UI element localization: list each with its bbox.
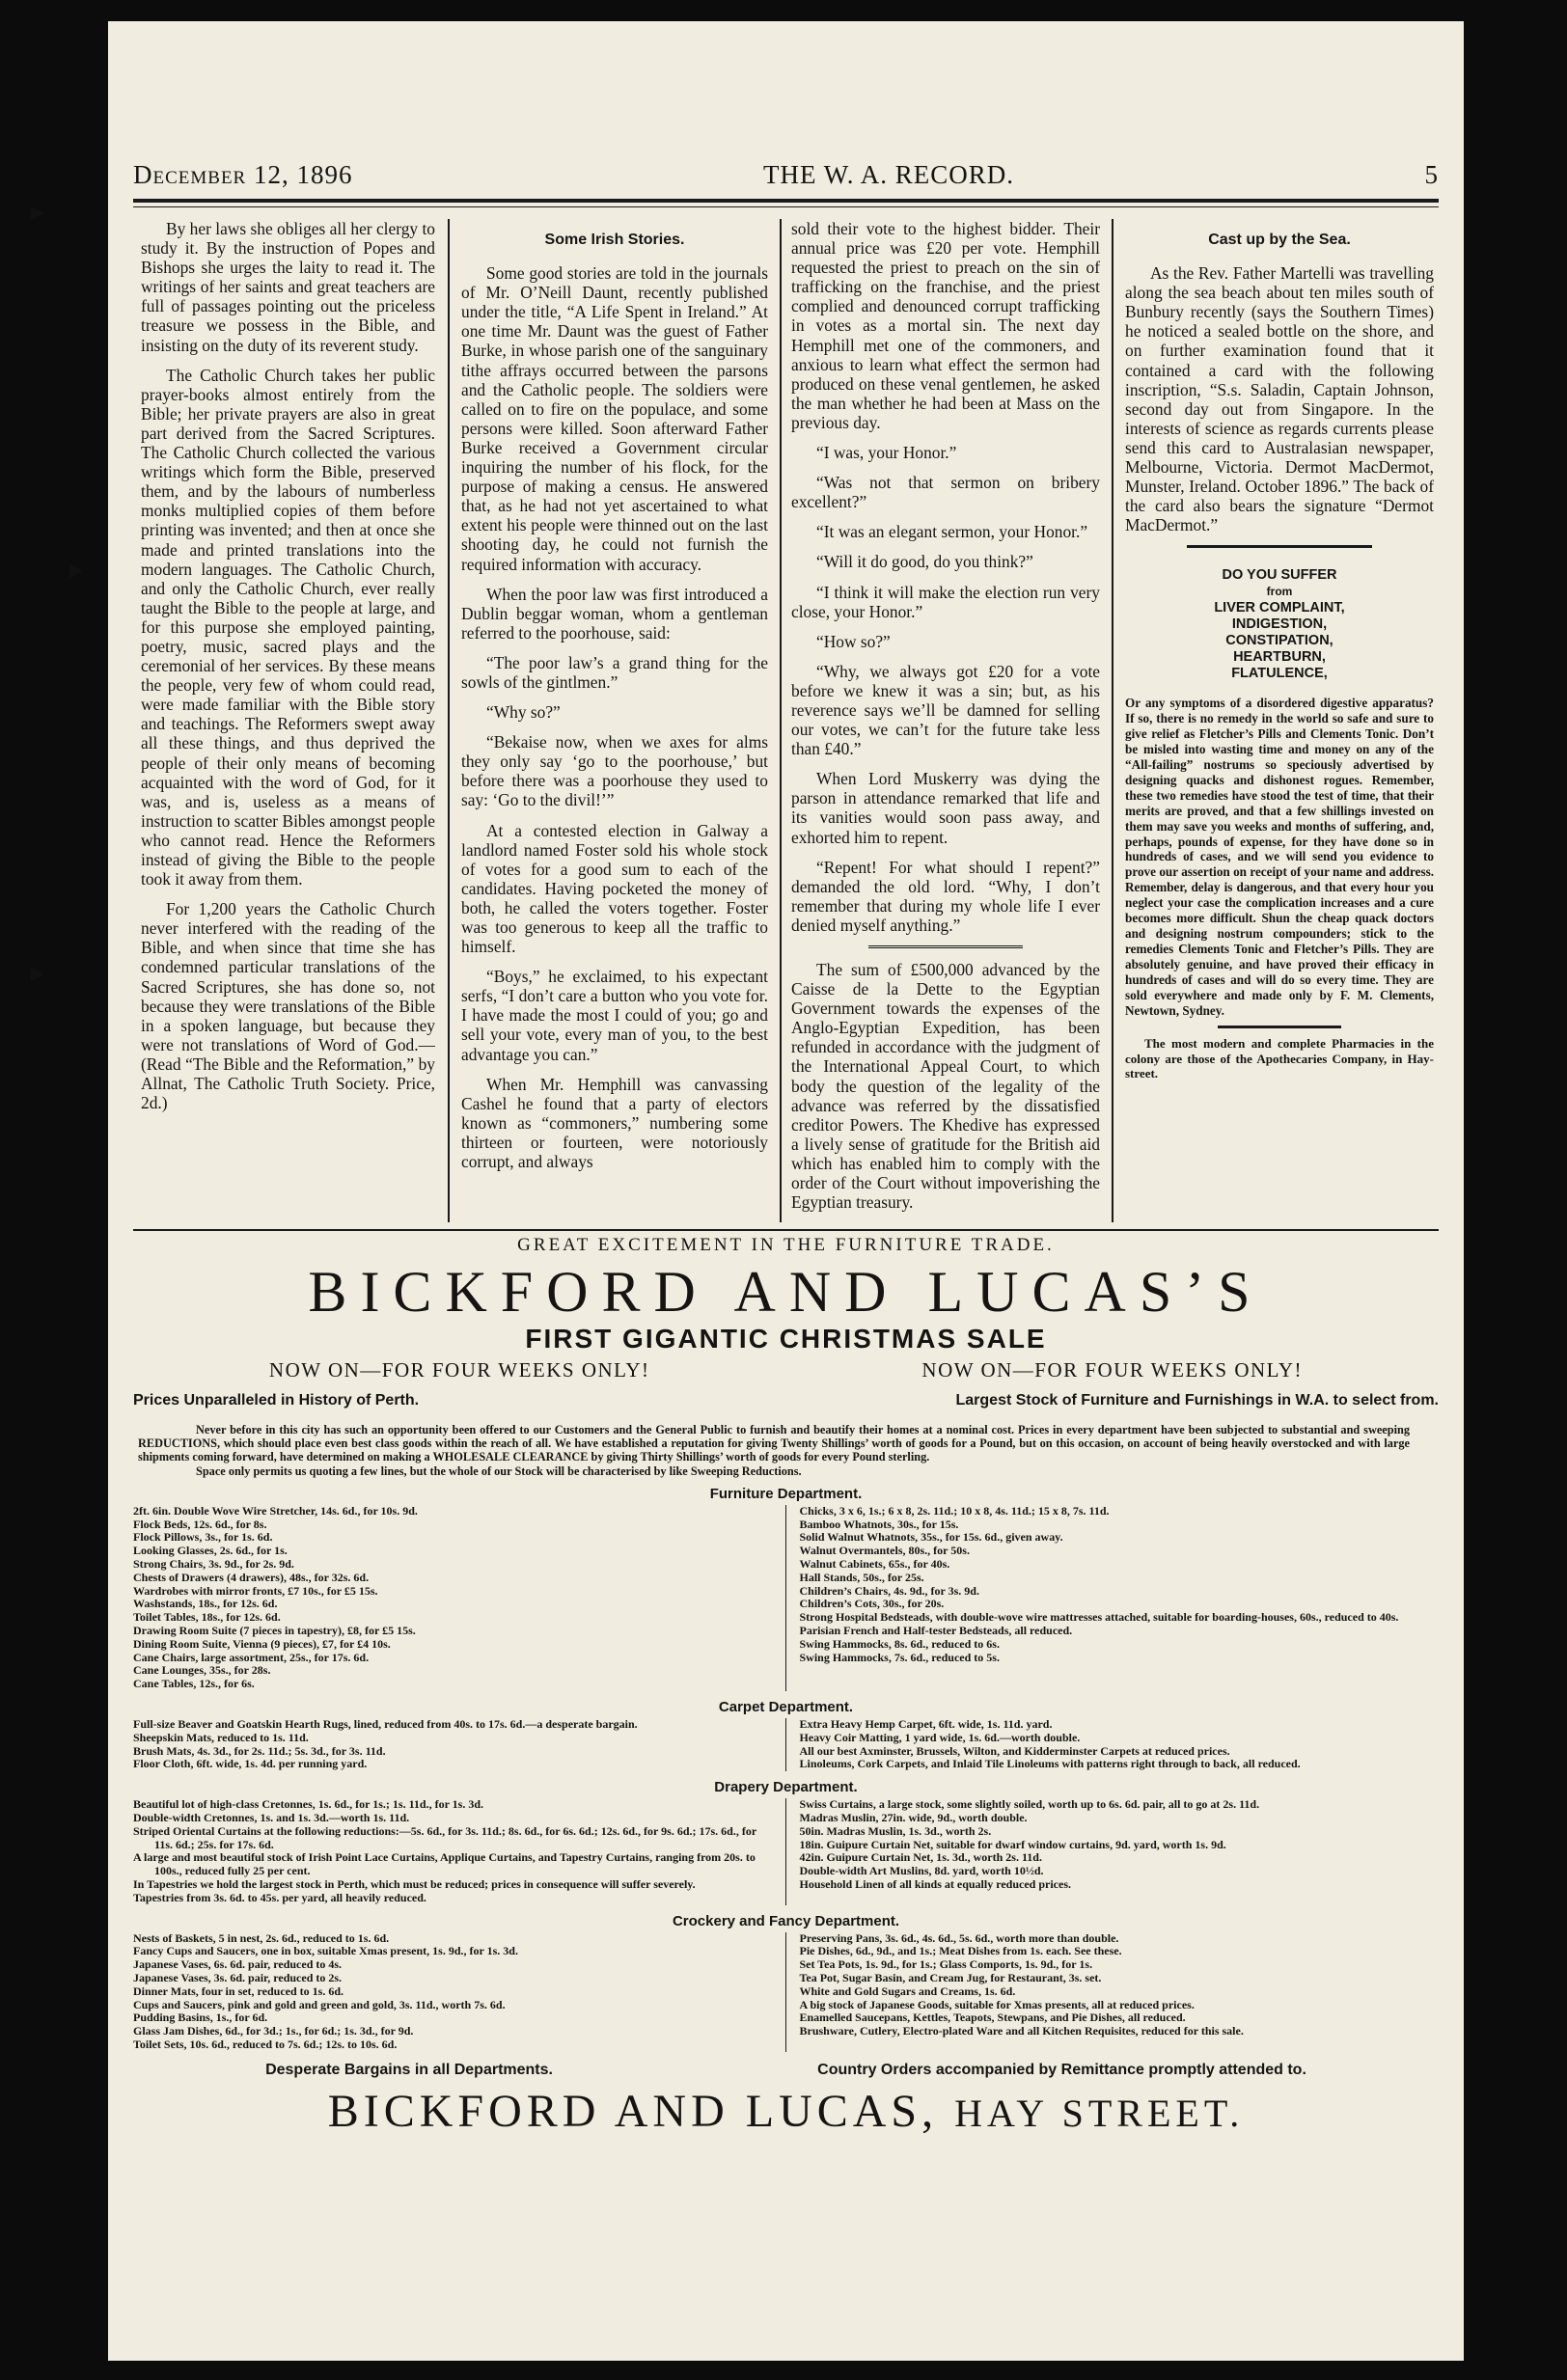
price-item: Drawing Room Suite (7 pieces in tapestry), £8, for £5 15s. xyxy=(133,1623,416,1637)
issue-date: December 12, 1896 xyxy=(133,160,353,189)
items-column-right xyxy=(786,1505,1440,1691)
items-column-left xyxy=(133,1932,786,2052)
price-item: 18in. Guipure Curtain Net, suitable for dwarf window curtains, 9d. yard, worth 1s. 9d. xyxy=(799,1837,1226,1851)
stock-claim: Largest Stock of Furniture and Furnishings in W.A. to select from. xyxy=(955,1392,1439,1409)
page-number: 5 xyxy=(1424,160,1439,189)
price-item: Cane Tables, 12s., for 6s. xyxy=(133,1677,255,1691)
items-column-right xyxy=(786,1798,1440,1904)
running-header xyxy=(133,151,1439,190)
ad-separator xyxy=(1218,1026,1341,1028)
paragraph: The Catholic Church takes her public prayer-books almost entirely from the Bible; her private prayers are also in great part derived from the Sacred Scriptures. The Catholic Church collected the various writings which form the Bible, preserved them, and by the labours of numberless monks multiplied copies of them before printing was invented; and then at once she made and printed translations into the modern languages. The Catholic Church, and only the Catholic Church, ever really taught the Bible to the people at large, and for this purpose she employed painting, poetry, music, sacred plays and the ceremonial of her services. By these means the people, very few of whom could read, were made familiar with the Bible story and teachings. The Reformers swept away all these things, and thus deprived the people of their only means of becoming acquainted with the word of God, for it was, and is, useless as a means of instruction to scatter Bibles amongst people who cannot read. Hence the Reformers instead of giving the Bible to the people took it away from them. xyxy=(141,365,435,889)
ad-heading-line: INDIGESTION, xyxy=(1231,616,1328,633)
medicine-ad-heading xyxy=(1125,567,1434,682)
prices-claim: Prices Unparalleled in History of Perth. xyxy=(133,1392,420,1409)
price-item: Swiss Curtains, a large stock, some slightly soiled, worth up to 6s. 6d. pair, all to go at 2s. 11d. xyxy=(799,1797,1260,1812)
ad-heading-line: FLATULENCE, xyxy=(1231,666,1328,682)
items-column-left xyxy=(133,1798,786,1904)
price-item: Linoleums, Cork Carpets, and Inlaid Tile Linoleums with patterns right through to back, all reduced. xyxy=(799,1757,1301,1771)
price-item: Extra Heavy Hemp Carpet, 6ft. wide, 1s. 11d. yard. xyxy=(799,1716,1053,1731)
price-item: Tea Pot, Sugar Basin, and Cream Jug, for Restaurant, 3s. set. xyxy=(799,1970,1102,1984)
newspaper-title: THE W. A. RECORD. xyxy=(762,160,1014,189)
price-item: Striped Oriental Curtains at the following reductions:—5s. 6d., for 3s. 11d.; 8s. 6d., for 6s. 6d.; 12s. 6d., for 9s. 6d.; 17s. 6d., for 11s. 6d.; 25s. for 17s. 6d. xyxy=(133,1823,756,1851)
header-rule-thin xyxy=(133,206,1439,207)
price-item: 42in. Guipure Curtain Net, 1s. 3d., worth 2s. 11d. xyxy=(799,1850,1042,1865)
price-item: 2ft. 6in. Double Wove Wire Stretcher, 14s. 6d., for 10s. 9d. xyxy=(133,1503,418,1518)
binding-hole-mark xyxy=(69,564,83,578)
price-item: All our best Axminster, Brussels, Wilton, and Kidderminster Carpets at reduced prices. xyxy=(799,1743,1230,1758)
price-item: Bamboo Whatnots, 30s., for 15s. xyxy=(799,1517,959,1531)
price-item: Toilet Sets, 10s. 6d., reduced to 7s. 6d.; 12s. to 10s. 6d. xyxy=(133,2037,398,2051)
price-item: 50in. Madras Muslin, 1s. 3d., worth 2s. xyxy=(799,1823,992,1838)
department-items xyxy=(133,1718,1439,1771)
header-rule xyxy=(133,199,1439,203)
department-items xyxy=(133,1932,1439,2052)
price-item: Hall Stands, 50s., for 25s. xyxy=(799,1570,924,1584)
column-continued xyxy=(791,219,1100,1224)
price-item: Strong Chairs, 3s. 9d., for 2s. 9d. xyxy=(133,1557,294,1571)
price-item: A big stock of Japanese Goods, suitable for Xmas presents, all at reduced prices. xyxy=(799,1997,1195,2011)
ad-claims xyxy=(133,1392,1439,1409)
price-item: Washstands, 18s., for 12s. 6d. xyxy=(133,1597,278,1611)
price-item: Cane Lounges, 35s., for 28s. xyxy=(133,1663,271,1678)
department-items xyxy=(133,1798,1439,1904)
bargains-note: Desperate Bargains in all Departments. xyxy=(265,2061,553,2078)
price-item: A large and most beautiful stock of Irish Point Lace Curtains, Applique Curtains, and Tapestry Curtains, ranging from 20s. to 100s., reduced fully 25 per cent. xyxy=(133,1850,756,1878)
paragraph: The sum of £500,000 advanced by the Caisse de la Dette to the Egyptian Government towards the expenses of the Anglo-Egyptian Expedition, has been refunded in accordance with the judgment of the International Appeal Court, to which body the question of the legality of the advance was referred by the dissatisfied creditor Powers. The Khedive has expressed a lively sense of gratitude for the British aid which has enabled him to comply with the order of the Court without impoverishing the Egyptian treasury. xyxy=(791,960,1100,1213)
paragraph: “I think it will make the election run very close, your Honor.” xyxy=(791,582,1100,621)
ad-signature xyxy=(133,2085,1439,2138)
price-item: Tapestries from 3s. 6d. to 45s. per yard, all heavily reduced. xyxy=(133,1890,426,1904)
column-cast-up xyxy=(1125,219,1434,1224)
ad-company-name: BICKFORD AND LUCAS’S xyxy=(308,1260,1264,1324)
price-item: Dining Room Suite, Vienna (9 pieces), £7, for £4 10s. xyxy=(133,1636,391,1651)
price-item: Madras Muslin, 27in. wide, 9d., worth double. xyxy=(799,1810,1028,1824)
price-item: Fancy Cups and Saucers, one in box, suitable Xmas present, 1s. 9d., for 1s. 3d. xyxy=(133,1944,518,1958)
paragraph: “Bekaise now, when we axes for alms they only say ‘go to the poorhouse,’ but before there was a poorhouse they used to say: ‘Go to the divil!’” xyxy=(461,732,768,810)
column-bible-article xyxy=(141,219,435,1224)
column-rule xyxy=(1112,219,1113,1222)
section-rule xyxy=(133,1229,1439,1231)
price-item: Wardrobes with mirror fronts, £7 10s., for £5 15s. xyxy=(133,1583,378,1598)
paragraph: For 1,200 years the Catholic Church never interfered with the reading of the Bible, and when since that time she has condemned particular translations of the Sacred Scriptures, she has done so, not because they were translations of the Bible in a spoken language, but because they were not translations of Word of God.—(Read “The Bible and the Reformation,” by Allnat, The Catholic Truth Society. Price, 2d.) xyxy=(141,899,435,1113)
article-heading: Some Irish Stories. xyxy=(544,232,685,248)
ad-duration xyxy=(133,1358,1439,1382)
paragraph: “It was an elegant sermon, your Honor.” xyxy=(816,522,1088,542)
paragraph: By her laws she obliges all her clergy to study it. By the instruction of Popes and Bishops she urges the laity to read it. The writings of her saints and great teachers are full of passages pointing out the priceless treasure we possess in the Bible, and insisting on the duty of its reverent study. xyxy=(141,219,435,355)
now-on-left: NOW ON—FOR FOUR WEEKS ONLY! xyxy=(268,1358,650,1381)
price-item: Beautiful lot of high-class Cretonnes, 1s. 6d., for 1s.; 1s. 11d., for 1s. 3d. xyxy=(133,1797,484,1812)
ad-footer-street: HAY STREET. xyxy=(954,2091,1245,2135)
price-item: White and Gold Sugars and Creams, 1s. 6d. xyxy=(799,1983,1016,1998)
pharmacy-notice: The most modern and complete Pharmacies in the colony are those of the Apothecaries Company, in Hay-street. xyxy=(1125,1036,1434,1081)
ad-heading-line: DO YOU SUFFER xyxy=(1222,567,1337,584)
now-on-right: NOW ON—FOR FOUR WEEKS ONLY! xyxy=(921,1358,1304,1381)
price-item: Enamelled Saucepans, Kettles, Teapots, Stewpans, and Pie Dishes, all reduced. xyxy=(799,2011,1186,2025)
ad-heading-line: CONSTIPATION, xyxy=(1225,633,1333,649)
paragraph: sold their vote to the highest bidder. Their annual price was £20 per vote. Hemphill requested the priest to preach on the sin of trafficking on the franchise, and the priest complied and denounced corrupt trafficking in votes as a mortal sin. The next day Hemphill met one of the commoners, and anxious to learn what effect the sermon had produced on these venal gentlemen, he asked the man whether he had been at Mass on the previous day. xyxy=(791,219,1100,432)
items-column-right xyxy=(786,1932,1440,2052)
binding-hole-mark xyxy=(31,968,44,981)
paragraph: “Was not that sermon on bribery excellent?” xyxy=(791,473,1100,512)
ad-heading-line: LIVER COMPLAINT, xyxy=(1214,600,1345,616)
newspaper-page xyxy=(108,21,1464,2361)
price-item: Glass Jam Dishes, 6d., for 3d.; 1s., for 6d.; 1s. 3d., for 9d. xyxy=(133,2024,414,2038)
article-body xyxy=(791,219,1100,935)
price-item: Strong Hospital Bedsteads, with double-wove wire mattresses attached, suitable for boarding-houses, 60s., reduced to 40s. xyxy=(799,1610,1399,1625)
department-title: Carpet Department. xyxy=(718,1698,854,1715)
paragraph: “Will it do good, do you think?” xyxy=(816,552,1033,572)
ad-intro: Never before in this city has such an opportunity been offered to our Customers and the General Public to furnish and beautify their homes at a nominal cost. Prices in every department have been subjected to substantial and sweeping REDUCTIONS, which should place even best class goods within the reach of all. We have established a reputation for giving Twenty Shillings’ worth of goods for a Pound, but on this occasion, on account of being heavily overstocked and with large shipments coming forward, have determined on making a WHOLESALE CLEARANCE by giving Thirty Shillings’ worth of goods for every Pound sterling. xyxy=(138,1423,1410,1464)
article-heading: Cast up by the Sea. xyxy=(1208,232,1351,248)
paragraph: When the poor law was first introduced a Dublin beggar woman, whom a gentleman referred to the poorhouse, said: xyxy=(461,584,768,643)
paragraph: “How so?” xyxy=(816,631,891,651)
price-item: Brushware, Cutlery, Electro-plated Ware and all Kitchen Requisites, reduced for this sale. xyxy=(799,2024,1244,2038)
department-items xyxy=(133,1505,1439,1691)
price-item: Toilet Tables, 18s., for 12s. 6d. xyxy=(133,1610,281,1625)
paragraph: When Lord Muskerry was dying the parson in attendance remarked that life and its vanities would soon pass away, and exhorted him to repent. xyxy=(791,769,1100,847)
price-item: Household Linen of all kinds at equally reduced prices. xyxy=(799,1876,1071,1891)
paragraph: “Boys,” he exclaimed, to his expectant serfs, “I don’t care a button who you vote for. I have made the most I could of you; go and sell your vote, every man of you, to the best advantage you can.” xyxy=(461,967,768,1064)
price-item: Full-size Beaver and Goatskin Hearth Rugs, lined, reduced from 40s. to 17s. 6d.—a desperate bargain. xyxy=(133,1716,638,1731)
binding-hole-mark xyxy=(31,206,44,220)
paragraph: When Mr. Hemphill was canvassing Cashel he found that a party of electors known as “commoners,” numbering some thirteen or fourteen, were notoriously corrupt, and always xyxy=(461,1074,768,1172)
paragraph: As the Rev. Father Martelli was travelling along the sea beach about ten miles south of Bunbury recently (says the Southern Times) he noticed a sealed bottle on the shore, and on further examination found that it contained a card with the following inscription, “S.s. Saladin, Captain Johnson, second day out from Singapore. In the interests of science as regards currents please send this card to Australasian newspaper, Melbourne, Victoria. Dermot MacDermot, Munster, Ireland. October 1896.” The back of the card also bears the signature “Dermot MacDermot.” xyxy=(1125,263,1434,535)
paragraph: At a contested election in Galway a landlord named Foster sold his whole stock of votes for a good sum to each of the candidates. Having pocketed the money of both, he called the voters together. Foster was too generous to keep all the traffic to himself. xyxy=(461,820,768,957)
price-item: Pudding Basins, 1s., for 6d. xyxy=(133,2011,268,2025)
price-item: Set Tea Pots, 1s. 9d., for 1s.; Glass Comports, 1s. 9d., for 1s. xyxy=(799,1957,1093,1972)
price-item: Swing Hammocks, 8s. 6d., reduced to 6s. xyxy=(799,1636,1000,1651)
ad-footer-line xyxy=(133,2062,1439,2079)
paragraph: “Repent! For what should I repent?” demanded the old lord. “Why, I don’t remember that during my whole life I ever denied myself anything.” xyxy=(791,857,1100,935)
price-item: Floor Cloth, 6ft. wide, 1s. 4d. per running yard. xyxy=(133,1757,368,1771)
price-item: Cups and Saucers, pink and gold and green and gold, 3s. 11d., worth 7s. 6d. xyxy=(133,1997,506,2011)
ad-sale-title: FIRST GIGANTIC CHRISTMAS SALE xyxy=(525,1324,1047,1354)
price-item: Double-width Cretonnes, 1s. and 1s. 3d.—worth 1s. 11d. xyxy=(133,1810,410,1824)
column-rule xyxy=(448,219,450,1222)
price-item: Parisian French and Half-tester Bedsteads, all reduced. xyxy=(799,1623,1073,1637)
price-item: Chicks, 3 x 6, 1s.; 6 x 8, 2s. 11d.; 10 x 8, 4s. 11d.; 15 x 8, 7s. 11d. xyxy=(799,1503,1110,1518)
price-item: Preserving Pans, 3s. 6d., 4s. 6d., 5s. 6d., worth more than double. xyxy=(799,1930,1119,1945)
price-item: Sheepskin Mats, reduced to 1s. 11d. xyxy=(133,1730,309,1744)
paragraph: Some good stories are told in the journals of Mr. O’Neill Daunt, recently published under the title, “A Life Spent in Ireland.” At one time Mr. Daunt was the guest of Father Burke, in whose parish one of the sanguinary tithe affrays occurred between the parsons and the Catholic people. The soldiers were called on to fire on the populace, and some persons were killed. Soon afterward Father Burke received a Government circular inquiring the number of his flock, for the purpose of making a census. He answered that, as he had not yet ascertained to what extent his people were thinned out on the last shooting day, he could not furnish the required information with accuracy. xyxy=(461,263,768,574)
article-separator xyxy=(868,945,1023,950)
price-item: Chests of Drawers (4 drawers), 48s., for 32s. 6d. xyxy=(133,1570,370,1584)
medicine-ad-body: Or any symptoms of a disordered digestive apparatus? If so, there is no remedy in the world so safe and sure to give relief as Fletcher’s Pills and Clements Tonic. Don’t be misled into wasting time and money on any of the “All-failing” nostrums so speciously advertised by designing quacks and dishonest rogues. Remember, these two remedies have stood the test of time, that their merits are proved, and that a few shillings invested on them may save you weeks and months of suffering, and, perhaps, pounds of expense, for they have done so in hundreds of cases, and we will send you evidence to prove our assertion on receipt of your name and address. Remember, delay is dangerous, and that every hour you neglect your case the complication increases and a cure becomes more difficult. Shun the cheap quack doctors and designing nostrum compounders; stick to the remedies Clements Tonic and Fletcher’s Pills. They are absolutely genuine, and have proved their efficacy in hundreds of cases and will do so every time. They are sold everywhere and made only by F. M. Clements, Newtown, Sydney. xyxy=(1125,696,1434,1018)
ad-heading-line: HEARTBURN, xyxy=(1233,649,1326,666)
price-item: In Tapestries we hold the largest stock in Perth, which must be reduced; prices in consequence will suffer severely. xyxy=(133,1876,696,1891)
furniture-advertisement xyxy=(133,1235,1439,2138)
price-item: Cane Chairs, large assortment, 25s., for 17s. 6d. xyxy=(133,1650,370,1664)
paragraph: “Why so?” xyxy=(486,702,561,723)
price-item: Walnut Cabinets, 65s., for 40s. xyxy=(799,1557,950,1571)
price-item: Japanese Vases, 6s. 6d. pair, reduced to 4s. xyxy=(133,1957,343,1972)
department-title: Drapery Department. xyxy=(714,1779,858,1796)
price-item: Heavy Coir Matting, 1 yard wide, 1s. 6d.—worth double. xyxy=(799,1730,1081,1744)
price-item: Japanese Vases, 3s. 6d. pair, reduced to 2s. xyxy=(133,1970,343,1984)
department-title: Crockery and Fancy Department. xyxy=(672,1912,900,1929)
article-body xyxy=(461,263,768,1171)
ad-separator xyxy=(1187,545,1372,548)
price-item: Nests of Baskets, 5 in nest, 2s. 6d., reduced to 1s. 6d. xyxy=(133,1930,390,1945)
price-item: Dinner Mats, four in set, reduced to 1s. 6d. xyxy=(133,1983,344,1998)
departments xyxy=(133,1486,1439,2052)
department-title: Furniture Department. xyxy=(709,1485,863,1502)
items-column-left xyxy=(133,1718,786,1771)
price-item: Flock Pillows, 3s., for 1s. 6d. xyxy=(133,1530,273,1545)
price-item: Double-width Art Muslins, 8d. yard, worth 10½d. xyxy=(799,1864,1044,1878)
paragraph: “Why, we always got £20 for a vote before we knew it was a sin; but, as his reverence says we’ll be damned for selling our votes, we can’t for the future take less than £40.” xyxy=(791,661,1100,759)
article-columns xyxy=(133,219,1439,1224)
ad-footer-name: BICKFORD AND LUCAS, xyxy=(327,2085,939,2137)
country-orders-note: Country Orders accompanied by Remittance promptly attended to. xyxy=(817,2061,1306,2078)
price-item: Looking Glasses, 2s. 6d., for 1s. xyxy=(133,1544,288,1558)
price-item: Solid Walnut Whatnots, 35s., for 15s. 6d., given away. xyxy=(799,1530,1063,1545)
ad-intro-note: Space only permits us quoting a few lines, but the whole of our Stock will be characterised by like Sweeping Reductions. xyxy=(196,1464,802,1478)
article-body xyxy=(791,960,1100,1212)
items-column-left xyxy=(133,1505,786,1691)
price-item: Children’s Cots, 30s., for 20s. xyxy=(799,1597,945,1611)
price-item: Pie Dishes, 6d., 9d., and 1s.; Meat Dishes from 1s. each. See these. xyxy=(799,1944,1122,1958)
paragraph: “I was, your Honor.” xyxy=(816,443,957,463)
ad-heading-line: from xyxy=(1266,585,1293,599)
column-irish-stories xyxy=(461,219,768,1224)
paragraph: “The poor law’s a grand thing for the sowls of the gintlmen.” xyxy=(461,652,768,692)
price-item: Flock Beds, 12s. 6d., for 8s. xyxy=(133,1517,267,1531)
ad-tagline: GREAT EXCITEMENT IN THE FURNITURE TRADE. xyxy=(517,1235,1055,1255)
price-item: Brush Mats, 4s. 3d., for 2s. 11d.; 5s. 3d., for 3s. 11d. xyxy=(133,1743,386,1758)
price-item: Walnut Overmantels, 80s., for 50s. xyxy=(799,1544,970,1558)
price-item: Swing Hammocks, 7s. 6d., reduced to 5s. xyxy=(799,1650,1000,1664)
price-item: Children’s Chairs, 4s. 9d., for 3s. 9d. xyxy=(799,1583,979,1598)
items-column-right xyxy=(786,1718,1440,1771)
column-rule xyxy=(780,219,782,1222)
